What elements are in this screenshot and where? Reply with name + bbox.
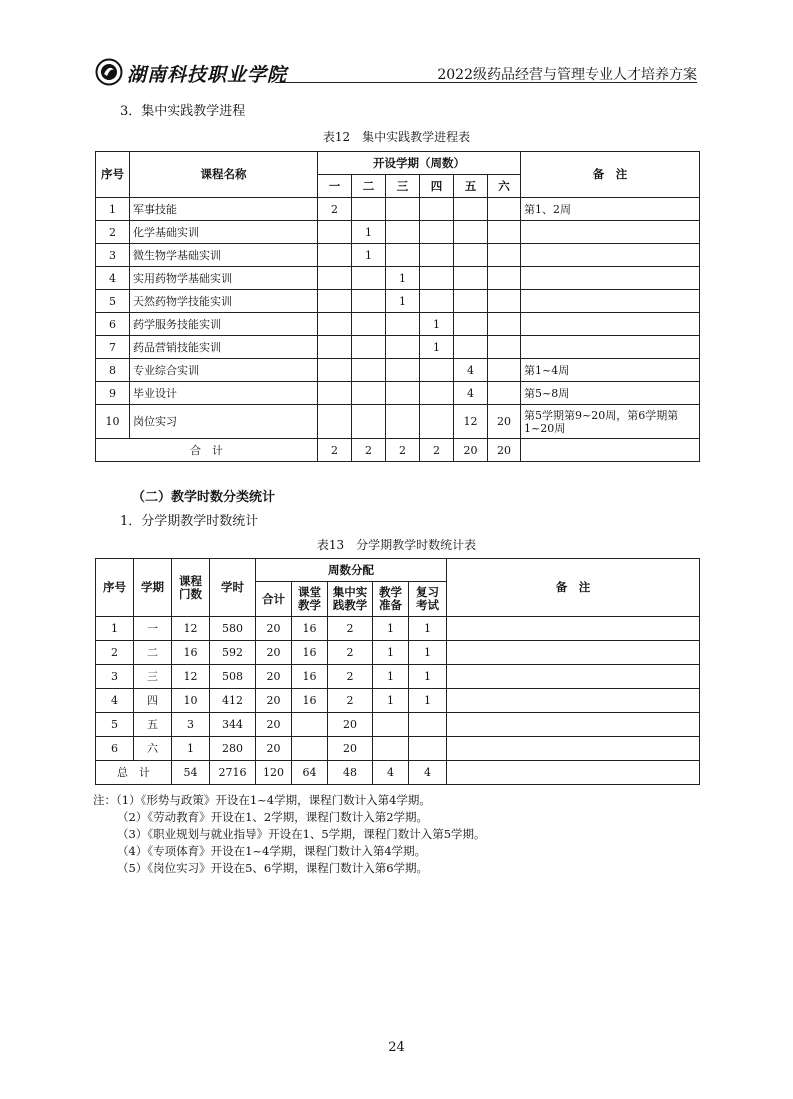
table13-cell (447, 617, 700, 641)
table12-cell: 1 (386, 290, 420, 313)
table12-cell (352, 313, 386, 336)
table12-cell (386, 313, 420, 336)
table13-row (96, 617, 700, 641)
table12-cell (318, 267, 352, 290)
table12-cell: 1 (352, 221, 386, 244)
table12-cell (454, 313, 488, 336)
table12-row (96, 267, 700, 290)
table12-cell (420, 405, 454, 439)
table12-cell: 第1、2周 (521, 198, 700, 221)
table12-cell (488, 267, 521, 290)
table12-cell (454, 198, 488, 221)
table12-row (96, 221, 700, 244)
table12-cell (420, 244, 454, 267)
table12-cell: 1 (420, 336, 454, 359)
table12-cell: 专业综合实训 (130, 359, 318, 382)
table13-row (96, 689, 700, 713)
section-heading: 3．集中实践教学进程 (120, 104, 246, 119)
table12-cell (488, 244, 521, 267)
table12-cell: 12 (454, 405, 488, 439)
table13-cell: 20 (256, 713, 292, 737)
table13-cell: 592 (210, 641, 256, 665)
table12-cell: 微生物学基础实训 (130, 244, 318, 267)
table13-cell: 1 (373, 641, 409, 665)
table12-cell (488, 313, 521, 336)
table12-cell (386, 336, 420, 359)
table12-cell (318, 313, 352, 336)
table12-cell (488, 336, 521, 359)
table12-cell (386, 198, 420, 221)
table13-cell: 280 (210, 737, 256, 761)
table12-cell (420, 290, 454, 313)
table12-cell: 第5学期第9~20周，第6学期第1~20周 (521, 405, 700, 439)
table13-cell: 20 (328, 737, 373, 761)
table12-row (96, 336, 700, 359)
table13-cell: 6 (96, 737, 134, 761)
table12 (95, 151, 700, 462)
table13-header-remark: 备 注 (447, 559, 700, 617)
table13-cell: 1 (373, 665, 409, 689)
table12-row (96, 198, 700, 221)
table13-cell: 20 (256, 665, 292, 689)
table13-cell (447, 713, 700, 737)
table13-cell: 2 (328, 665, 373, 689)
table12-cell: 2 (352, 439, 386, 462)
table13-header-no: 序号 (96, 559, 134, 617)
table13-cell (292, 737, 328, 761)
table12-header-name: 课程名称 (130, 152, 318, 198)
table12-cell (420, 198, 454, 221)
table13-cell: 2 (328, 617, 373, 641)
table12-cell: 军事技能 (130, 198, 318, 221)
notes-prefix: 注： (93, 793, 116, 807)
table12-cell: 20 (488, 405, 521, 439)
table12-cell (318, 359, 352, 382)
table12-header-sem: 五 (454, 175, 488, 198)
table12-cell (521, 290, 700, 313)
table12-cell: 1 (420, 313, 454, 336)
table13-header-review: 复习考试 (409, 582, 447, 617)
table13-cell (447, 761, 700, 785)
table12-cell (386, 382, 420, 405)
table12-cell (386, 359, 420, 382)
table12-cell (352, 267, 386, 290)
page-number: 24 (388, 1040, 405, 1055)
table12-cell (454, 244, 488, 267)
note-item: （3）《职业规划与就业指导》开设在1、5学期，课程门数计入第5学期。 (117, 827, 486, 841)
table13-header-courses: 课程门数 (172, 559, 210, 617)
table12-cell: 药品营销技能实训 (130, 336, 318, 359)
table12-cell (488, 382, 521, 405)
table12-cell (420, 382, 454, 405)
table12-cell: 2 (318, 439, 352, 462)
table12-cell (420, 359, 454, 382)
table12-cell (454, 290, 488, 313)
table13-cell: 四 (134, 689, 172, 713)
table12-cell (318, 336, 352, 359)
table12-cell: 10 (96, 405, 130, 439)
table12-header-sem: 三 (386, 175, 420, 198)
table13-cell: 12 (172, 665, 210, 689)
table12-row (96, 290, 700, 313)
table12-total-row (96, 439, 700, 462)
table12-header-semester: 开设学期（周数） (318, 152, 521, 175)
table13-cell: 1 (373, 617, 409, 641)
note-item: （2）《劳动教育》开设在1、2学期，课程门数计入第2学期。 (117, 810, 429, 824)
table12-cell: 6 (96, 313, 130, 336)
table13-cell: 54 (172, 761, 210, 785)
table13-header-term: 学期 (134, 559, 172, 617)
table13-cell: 3 (96, 665, 134, 689)
table12-cell: 2 (318, 198, 352, 221)
table12-cell: 4 (454, 382, 488, 405)
table13-cell (409, 737, 447, 761)
table13-cell: 48 (328, 761, 373, 785)
table12-cell: 化学基础实训 (130, 221, 318, 244)
table13-cell (447, 689, 700, 713)
header-rule (275, 82, 697, 83)
table12-cell: 20 (488, 439, 521, 462)
school-logo-icon (95, 58, 123, 86)
table13-cell: 5 (96, 713, 134, 737)
table13-cell (447, 737, 700, 761)
table13-cell: 4 (373, 761, 409, 785)
table12-header-sem: 四 (420, 175, 454, 198)
table12-cell (386, 244, 420, 267)
table13-cell: 412 (210, 689, 256, 713)
table13-cell: 20 (256, 641, 292, 665)
table12-cell (488, 290, 521, 313)
table13-row (96, 665, 700, 689)
table12-header-sem: 六 (488, 175, 521, 198)
table13-cell: 1 (172, 737, 210, 761)
table13-header-prep: 教学准备 (373, 582, 409, 617)
table13-cell: 六 (134, 737, 172, 761)
table12-cell (318, 382, 352, 405)
table13-cell: 20 (256, 737, 292, 761)
table12-header-no: 序号 (96, 152, 130, 198)
table13-cell: 2 (328, 641, 373, 665)
table12-cell: 3 (96, 244, 130, 267)
table13-row (96, 737, 700, 761)
table13-cell (447, 641, 700, 665)
table12-row (96, 244, 700, 267)
table12-caption: 表12 集中实践教学进程表 (322, 130, 471, 144)
table12-cell (521, 221, 700, 244)
table12-cell (318, 244, 352, 267)
table13-cell (373, 737, 409, 761)
table12-cell (318, 221, 352, 244)
table12-cell (488, 359, 521, 382)
table12-header-sem: 一 (318, 175, 352, 198)
table12-cell: 9 (96, 382, 130, 405)
table12-cell (352, 290, 386, 313)
table13-row (96, 641, 700, 665)
table12-total-label: 合 计 (96, 439, 318, 462)
table12-cell: 4 (454, 359, 488, 382)
table12-cell: 4 (96, 267, 130, 290)
table13-header-class: 课堂教学 (292, 582, 328, 617)
table12-row (96, 359, 700, 382)
document-title: 2022级药品经营与管理专业人才培养方案 (437, 67, 697, 83)
table12-cell: 2 (420, 439, 454, 462)
table12-cell (454, 267, 488, 290)
table13-cell: 344 (210, 713, 256, 737)
table12-cell (521, 267, 700, 290)
notes (93, 792, 486, 877)
table12-cell (386, 221, 420, 244)
table12-cell: 毕业设计 (130, 382, 318, 405)
table13-cell: 16 (292, 665, 328, 689)
table12-header-remark: 备 注 (521, 152, 700, 198)
table12-cell (352, 359, 386, 382)
table13-cell: 三 (134, 665, 172, 689)
table12-cell: 2 (386, 439, 420, 462)
table13-cell (373, 713, 409, 737)
table12-cell (352, 198, 386, 221)
table13-header-weeks: 周数分配 (256, 559, 447, 582)
table12-cell (352, 382, 386, 405)
table12-cell (318, 290, 352, 313)
table13-cell: 20 (328, 713, 373, 737)
note-item (93, 792, 486, 809)
table13 (95, 558, 700, 785)
table13-cell: 4 (96, 689, 134, 713)
table13-cell: 一 (134, 617, 172, 641)
table12-cell (318, 405, 352, 439)
note-item: （5）《岗位实习》开设在5、6学期，课程门数计入第6学期。 (117, 861, 429, 875)
table13-cell (447, 665, 700, 689)
table12-cell: 1 (96, 198, 130, 221)
table13-cell: 16 (292, 617, 328, 641)
table12-cell (420, 221, 454, 244)
table13-cell: 16 (292, 641, 328, 665)
school-name: 湖南科技职业学院 (127, 64, 288, 86)
table12-cell: 实用药物学基础实训 (130, 267, 318, 290)
table13-cell: 1 (373, 689, 409, 713)
table13-cell: 20 (256, 689, 292, 713)
table12-cell (488, 221, 521, 244)
table12-cell (352, 336, 386, 359)
table13-cell: 2 (96, 641, 134, 665)
table13-cell: 1 (409, 689, 447, 713)
table12-cell (386, 405, 420, 439)
table13-cell: 580 (210, 617, 256, 641)
table12-cell: 5 (96, 290, 130, 313)
table13-cell: 1 (409, 665, 447, 689)
table12-header-sem: 二 (352, 175, 386, 198)
table12-cell (352, 405, 386, 439)
table13-header-practice: 集中实践教学 (328, 582, 373, 617)
table13-sum-label: 总 计 (96, 761, 172, 785)
table12-cell: 1 (386, 267, 420, 290)
table13-cell: 2716 (210, 761, 256, 785)
table13-cell: 64 (292, 761, 328, 785)
table12-cell: 2 (96, 221, 130, 244)
table12-cell: 7 (96, 336, 130, 359)
table12-cell: 1 (352, 244, 386, 267)
table12-cell (521, 244, 700, 267)
table13-cell: 12 (172, 617, 210, 641)
table13-cell: 3 (172, 713, 210, 737)
table13-cell: 120 (256, 761, 292, 785)
note-text: （1）《形势与政策》开设在1~4学期，课程门数计入第4学期。 (116, 793, 431, 807)
section-subheading: 1．分学期教学时数统计 (120, 514, 259, 529)
table13-cell: 二 (134, 641, 172, 665)
table13-header-hours: 学时 (210, 559, 256, 617)
table13-cell: 20 (256, 617, 292, 641)
table12-row (96, 313, 700, 336)
table13-cell: 10 (172, 689, 210, 713)
table13-caption: 表13 分学期教学时数统计表 (316, 538, 477, 552)
table12-cell: 药学服务技能实训 (130, 313, 318, 336)
table13-cell: 4 (409, 761, 447, 785)
table12-cell (488, 198, 521, 221)
table12-cell (521, 439, 700, 462)
table13-header-total: 合计 (256, 582, 292, 617)
section-heading: （二）教学时数分类统计 (132, 490, 276, 505)
table12-cell: 第5~8周 (521, 382, 700, 405)
page-header (95, 58, 697, 88)
table13-cell (292, 713, 328, 737)
table13-cell: 16 (292, 689, 328, 713)
table13-cell: 16 (172, 641, 210, 665)
table12-cell (521, 336, 700, 359)
table12-row (96, 405, 700, 439)
table12-cell (521, 313, 700, 336)
table13-cell: 508 (210, 665, 256, 689)
table13-cell: 1 (409, 617, 447, 641)
table12-cell: 8 (96, 359, 130, 382)
table13-cell: 1 (409, 641, 447, 665)
table13-sum-row (96, 761, 700, 785)
table12-cell: 第1~4周 (521, 359, 700, 382)
table12-cell (454, 336, 488, 359)
table13-cell: 五 (134, 713, 172, 737)
table13-cell: 1 (96, 617, 134, 641)
table13-cell: 2 (328, 689, 373, 713)
table12-cell: 20 (454, 439, 488, 462)
table12-cell (454, 221, 488, 244)
table12-cell: 天然药物学技能实训 (130, 290, 318, 313)
table12-row (96, 382, 700, 405)
table12-cell: 岗位实习 (130, 405, 318, 439)
table13-cell (409, 713, 447, 737)
table13-row (96, 713, 700, 737)
note-item: （4）《专项体育》开设在1~4学期，课程门数计入第4学期。 (117, 844, 427, 858)
table12-cell (420, 267, 454, 290)
